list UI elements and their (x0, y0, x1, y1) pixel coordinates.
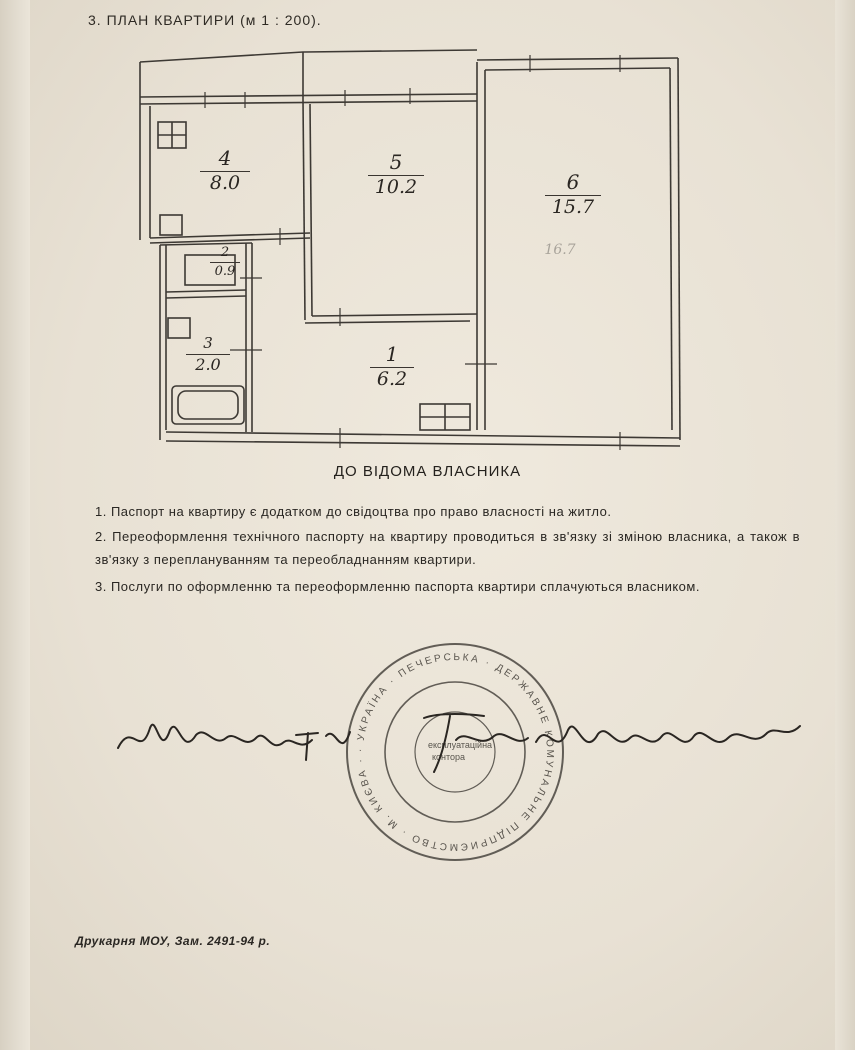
room-1-label: 1 6.2 (370, 344, 414, 389)
notice-item-3: 3. Послуги по оформленню та переоформленню паспорта квартири сплачуються власником. (95, 579, 700, 594)
pencil-note: 16.7 (544, 242, 576, 258)
notice-heading: ДО ВІДОМА ВЛАСНИКА (333, 463, 522, 480)
section-title: 3. ПЛАН КВАРТИРИ (м 1 : 200). (88, 12, 322, 28)
notice-item-2: 2. Переоформлення технічного паспорту на квартиру проводиться в зв'язку зі зміною власника, а також в зв'язку з переплануванням та переобладнанням квартири. (95, 529, 800, 567)
room-4-label: 4 8.0 (200, 148, 250, 193)
svg-text:контора: контора (432, 752, 466, 762)
notice-item-1: 1. Паспорт на квартиру є додатком до свідоцтва про право власності на житло. (95, 504, 612, 519)
stamp-center-text: експлуатаційна (428, 740, 493, 750)
room-3-label: 3 2.0 (186, 336, 230, 373)
stamp-ring-text: · УКРАЇНА · ПЕЧЕРСЬКА · ДЕРЖАВНЕ КОМУНАЛЬНЕ ПІДПРИЄМСТВО · М. КИЄВА · (354, 651, 556, 853)
room-5-label: 5 10.2 (368, 152, 424, 197)
room-6-label: 6 15.7 (545, 172, 601, 217)
room-2-label: 2 0.9 (210, 246, 240, 278)
printer-imprint: Друкарня МОУ, Зам. 2491-94 р. (75, 934, 271, 948)
